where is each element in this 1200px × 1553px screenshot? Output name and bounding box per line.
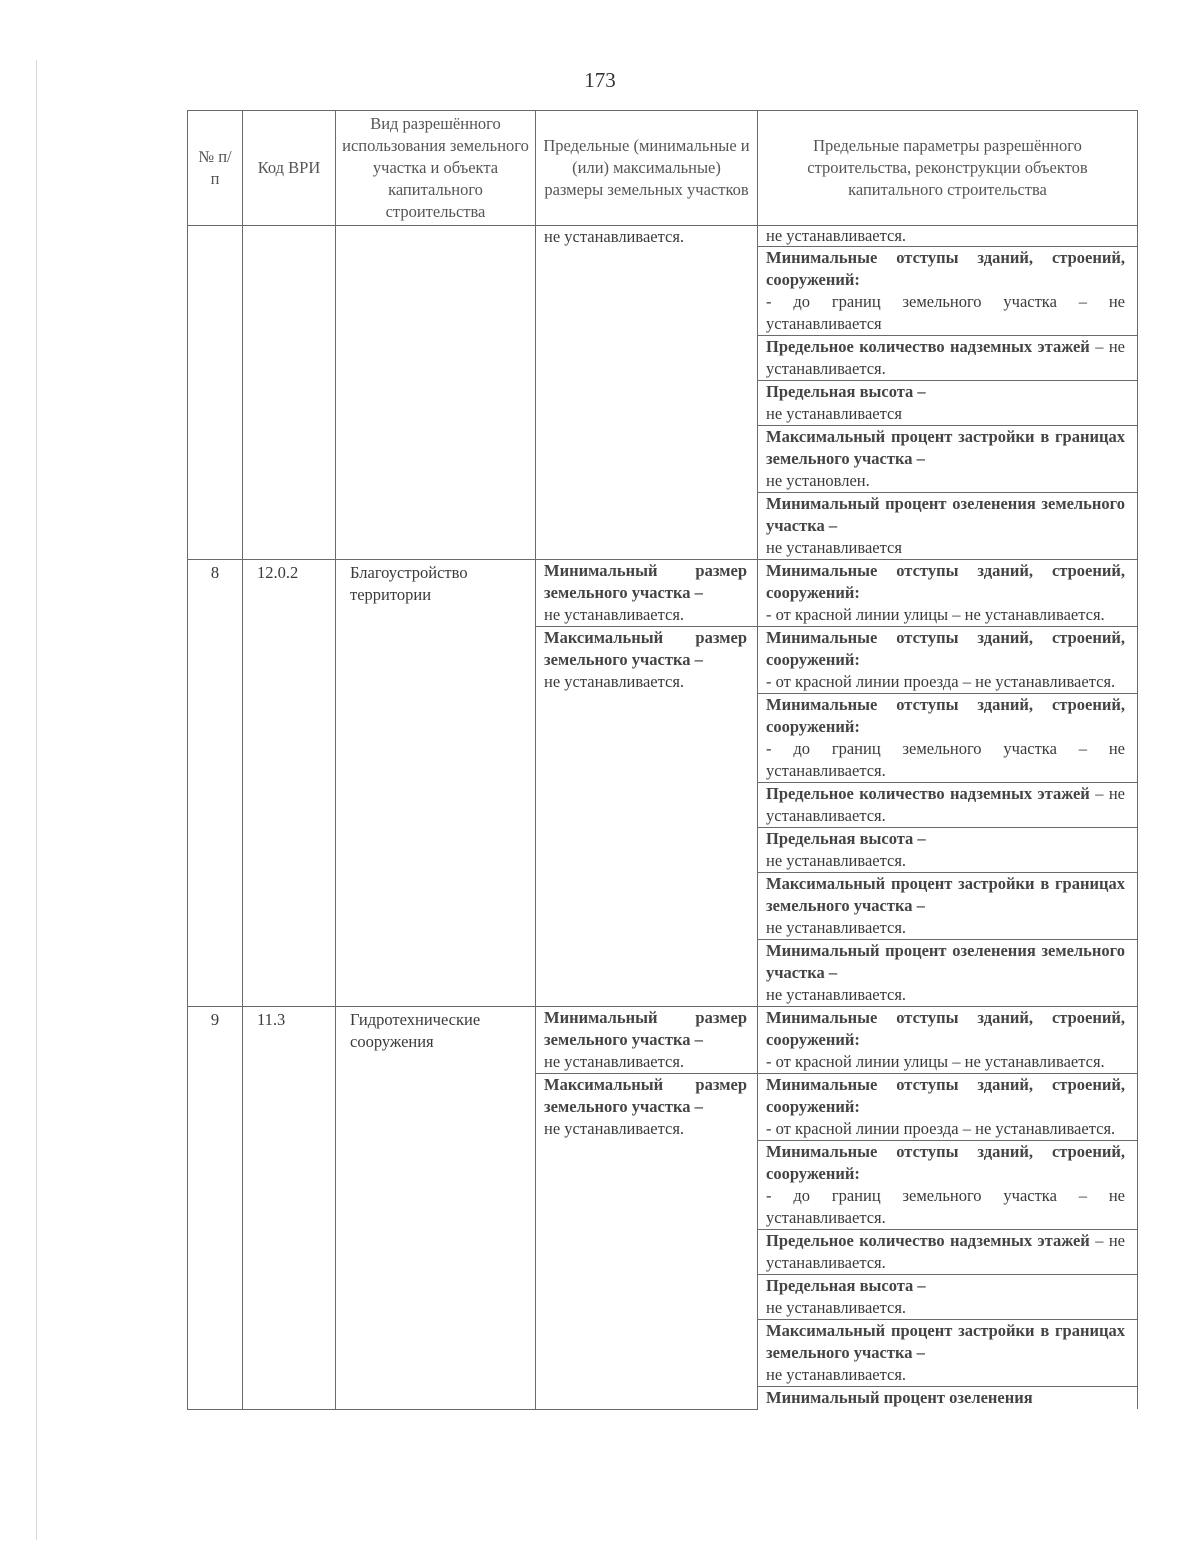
- header-num: № п/п: [188, 111, 243, 226]
- param-cell: [758, 783, 1138, 828]
- param-cell: [758, 1230, 1138, 1275]
- size-max-cell: [536, 1074, 758, 1410]
- cont-param-0: [758, 226, 1138, 247]
- param-text: – не устанавливается.: [766, 337, 1125, 378]
- land-use-table: [187, 110, 1138, 1410]
- row-vri: Гидротехнические сооружения: [336, 1007, 536, 1410]
- row-num: 9: [188, 1007, 243, 1410]
- cont-size-text: не устанавливается.: [544, 227, 685, 246]
- cont-code-cell: [243, 226, 336, 560]
- row-num: 8: [188, 560, 243, 1007]
- size-text: не устанавливается.: [544, 1119, 685, 1138]
- cont-vri-cell: [336, 226, 536, 560]
- param-text: не устанавливается.: [766, 1298, 907, 1317]
- param-text: не установлен.: [766, 471, 870, 490]
- param-cell: [758, 828, 1138, 873]
- param-title: Минимальные отступы зданий, строений, сооружений:: [766, 248, 1125, 289]
- param-title: Минимальные отступы зданий, строений, сооружений:: [766, 628, 1125, 669]
- size-text: не устанавливается.: [544, 1052, 685, 1071]
- param-cell: [758, 873, 1138, 940]
- cont-param-2: [758, 336, 1138, 381]
- param-cell: [758, 1074, 1138, 1141]
- param-text: – не устанавливается.: [766, 784, 1125, 825]
- param-text: - до границ земельного участка – не устанавливается.: [766, 1186, 1125, 1227]
- param-text: - до границ земельного участка – не устанавливается: [766, 292, 1125, 333]
- param-text: не устанавливается.: [766, 851, 907, 870]
- size-max-cell: [536, 627, 758, 1007]
- size-title: Максимальный размер земельного участка –: [544, 1075, 747, 1116]
- param-title: Минимальные отступы зданий, строений, сооружений:: [766, 561, 1125, 602]
- param-title: Минимальный процент озеленения земельного участка –: [766, 494, 1125, 535]
- cont-param-1: [758, 247, 1138, 336]
- size-text: не устанавливается.: [544, 672, 685, 691]
- param-text: не устанавливается: [766, 404, 902, 423]
- param-title: Максимальный процент застройки в границах земельного участка –: [766, 874, 1125, 915]
- size-text: не устанавливается.: [544, 605, 685, 624]
- param-title: Предельное количество надземных этажей: [766, 784, 1090, 803]
- table-row: [188, 226, 1138, 247]
- size-min-cell: [536, 560, 758, 627]
- cont-size-cell: [536, 226, 758, 560]
- param-title: Предельная высота –: [766, 382, 926, 401]
- page-number: 173: [584, 68, 616, 92]
- param-cell: [758, 940, 1138, 1007]
- param-title: Минимальные отступы зданий, строений, сооружений:: [766, 1142, 1125, 1183]
- header-code: Код ВРИ: [243, 111, 336, 226]
- param-text: не устанавливается: [766, 538, 902, 557]
- param-text: - от красной линии проезда – не устанавливается.: [766, 1119, 1116, 1138]
- param-cell: [758, 1320, 1138, 1387]
- cont-param-5: [758, 493, 1138, 560]
- param-title: Предельная высота –: [766, 829, 926, 848]
- row-vri: Благоустройство территории: [336, 560, 536, 1007]
- param-text: не устанавливается.: [766, 918, 907, 937]
- param-title: Минимальный процент озеленения земельного участка –: [766, 941, 1125, 982]
- param-text: - от красной линии улицы – не устанавливается.: [766, 605, 1105, 624]
- param-text: - от красной линии улицы – не устанавливается.: [766, 1052, 1105, 1071]
- param-text: не устанавливается.: [766, 226, 907, 245]
- param-text: не устанавливается.: [766, 1365, 907, 1384]
- row-code: 11.3: [243, 1007, 336, 1410]
- param-cell: [758, 560, 1138, 627]
- param-title: Максимальный процент застройки в границах земельного участка –: [766, 427, 1125, 468]
- table-header-row: [188, 111, 1138, 226]
- table-row: [188, 560, 1138, 627]
- param-text: – не устанавливается.: [766, 1231, 1125, 1272]
- param-text: не устанавливается.: [766, 985, 907, 1004]
- param-title: Предельная высота –: [766, 1276, 926, 1295]
- param-title: Предельное количество надземных этажей: [766, 337, 1090, 356]
- header-vri: Вид разрешённого использования земельного участка и объекта капитального строительства: [336, 111, 536, 226]
- scan-edge-line: [36, 60, 37, 1540]
- param-cell: [758, 627, 1138, 694]
- header-params: Предельные параметры разрешённого строительства, реконструкции объектов капитального строительства: [758, 111, 1138, 226]
- param-text: - до границ земельного участка – не устанавливается.: [766, 739, 1125, 780]
- size-title: Максимальный размер земельного участка –: [544, 628, 747, 669]
- param-title: Минимальные отступы зданий, строений, сооружений:: [766, 1075, 1125, 1116]
- param-cell: [758, 1141, 1138, 1230]
- param-cell: [758, 694, 1138, 783]
- param-title: Максимальный процент застройки в границах земельного участка –: [766, 1321, 1125, 1362]
- cont-num-cell: [188, 226, 243, 560]
- param-cell: [758, 1387, 1138, 1410]
- param-title: Минимальные отступы зданий, строений, сооружений:: [766, 1008, 1125, 1049]
- table-row: [188, 1007, 1138, 1074]
- param-title: Предельное количество надземных этажей: [766, 1231, 1090, 1250]
- size-min-cell: [536, 1007, 758, 1074]
- param-cell: [758, 1007, 1138, 1074]
- row-code: 12.0.2: [243, 560, 336, 1007]
- size-title: Минимальный размер земельного участка –: [544, 1008, 747, 1049]
- size-title: Минимальный размер земельного участка –: [544, 561, 747, 602]
- cont-param-3: [758, 381, 1138, 426]
- param-text: - от красной линии проезда – не устанавливается.: [766, 672, 1116, 691]
- cont-param-4: [758, 426, 1138, 493]
- param-cell: [758, 1275, 1138, 1320]
- param-title: Минимальные отступы зданий, строений, сооружений:: [766, 695, 1125, 736]
- param-title: Минимальный процент озеленения: [766, 1388, 1033, 1407]
- header-size: Предельные (минимальные и (или) максимальные) размеры земельных участков: [536, 111, 758, 226]
